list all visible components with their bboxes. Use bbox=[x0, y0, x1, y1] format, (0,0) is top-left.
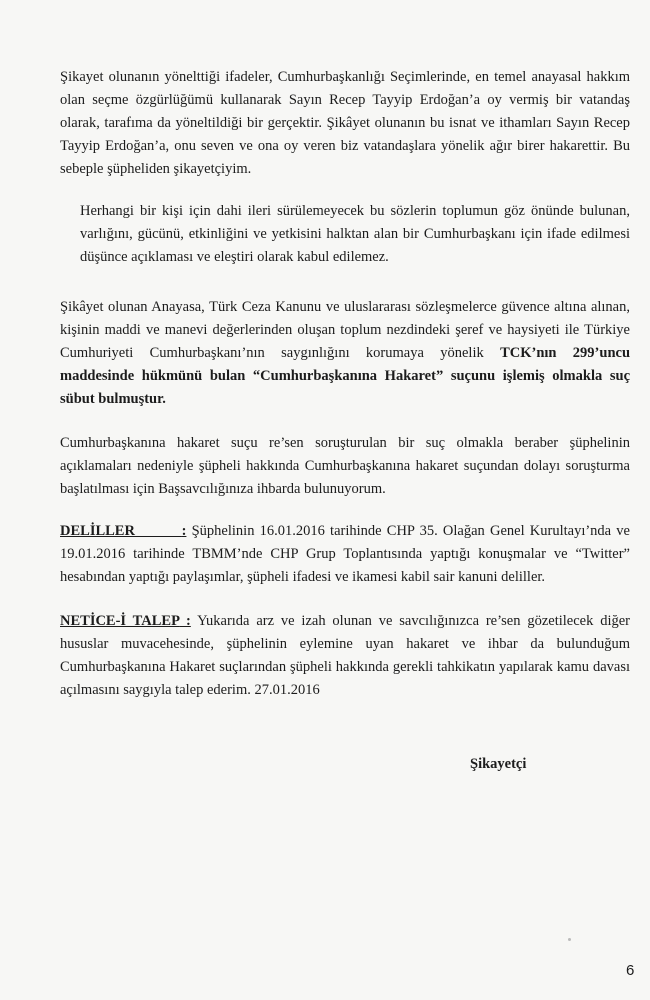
paragraph-evidence bbox=[60, 520, 630, 589]
request-heading: NETİCE-İ TALEP bbox=[60, 613, 180, 629]
request-text: Yukarıda arz ve izah olunan ve savcılığınızca re’sen gözetilecek diğer hususlar muvacehesinde, şüphelinin eylemine uyan hakaret ve ihbar da bulunduğum Cumhurbaşkanına Hakaret suçlarından şüpheli hakkında gerekli tahkikatın yapılarak kamu davası açılmasını saygıyla talep ederim. 27.01.2016 bbox=[60, 613, 630, 698]
complainant-signature: Şikayetçi bbox=[470, 756, 527, 772]
paragraph-request bbox=[60, 610, 630, 702]
scan-speck bbox=[568, 938, 571, 941]
evidence-text: Şüphelinin 16.01.2016 tarihinde CHP 35. Olağan Genel Kurultayı’nda ve 19.01.2016 tarihinde TBMM’nde CHP Grup Toplantısında yaptığı konuşmalar ve “Twitter” hesabından yaptığı paylaşımlar, şüpheli ifadesi ve ikamesi kabil sair kanuni deliller. bbox=[60, 523, 630, 585]
page-number: 6 bbox=[626, 962, 635, 979]
legal-basis-text: Şikâyet olunan Anayasa, Türk Ceza Kanunu ve uluslararası sözleşmelerce güvence altına alınan, kişinin maddi ve manevi değerlerinden oluşan toplum nezdindeki şeref ve haysiyeti ile Türkiye Cumhuriyeti Cumhurbaşkanı’nın saygınlığını korumaya yönelik bbox=[60, 299, 630, 361]
paragraph-not-criticism: Herhangi bir kişi için dahi ileri sürülemeyecek bu sözlerin toplumun göz önünde bulunan, varlığını, gücünü, etkinliğini ve yetkisini halktan alan bir Cumhurbaşkanı için ifade edilmesi düşünce açıklaması ve eleştiri olarak kabul edilemez. bbox=[80, 203, 630, 265]
paragraph-legal-basis bbox=[60, 296, 630, 411]
request-colon: : bbox=[179, 613, 191, 629]
evidence-heading: DELİLLER bbox=[60, 523, 182, 539]
paragraph-notification: Cumhurbaşkanına hakaret suçu re’sen soruşturulan bir suç olmakla beraber şüphelinin açıklamaları nedeniyle şüpheli hakkında Cumhurbaşkanına hakaret suçundan dolayı soruşturma başlatılması için Başsavcılığınıza ihbarda bulunuyorum. bbox=[60, 435, 630, 497]
evidence-colon: : bbox=[181, 523, 187, 539]
legal-basis-bold-text: TCK’nın 299’uncu maddesinde hükmünü bulan “Cumhurbaşkanına Hakaret” suçunu işlemiş olmakla suç sübut bulmuştur. bbox=[60, 345, 631, 407]
paragraph-complaint-statement: Şikayet olunanın yönelttiği ifadeler, Cumhurbaşkanlığı Seçimlerinde, en temel anayasal hakkım olan seçme özgürlüğümü kullanarak Sayın Recep Tayyip Erdoğan’a oy vermiş bir vatandaş olarak, tarafıma da yöneltildiği bir gerçektir. Şikâyet olunanın bu isnat ve ithamları Sayın Recep Tayyip Erdoğan’a, onu seven ve ona oy veren biz vatandaşlara yönelik ağır birer hakarettir. Bu sebeple şüpheliden şikayetçiyim. bbox=[60, 69, 630, 177]
